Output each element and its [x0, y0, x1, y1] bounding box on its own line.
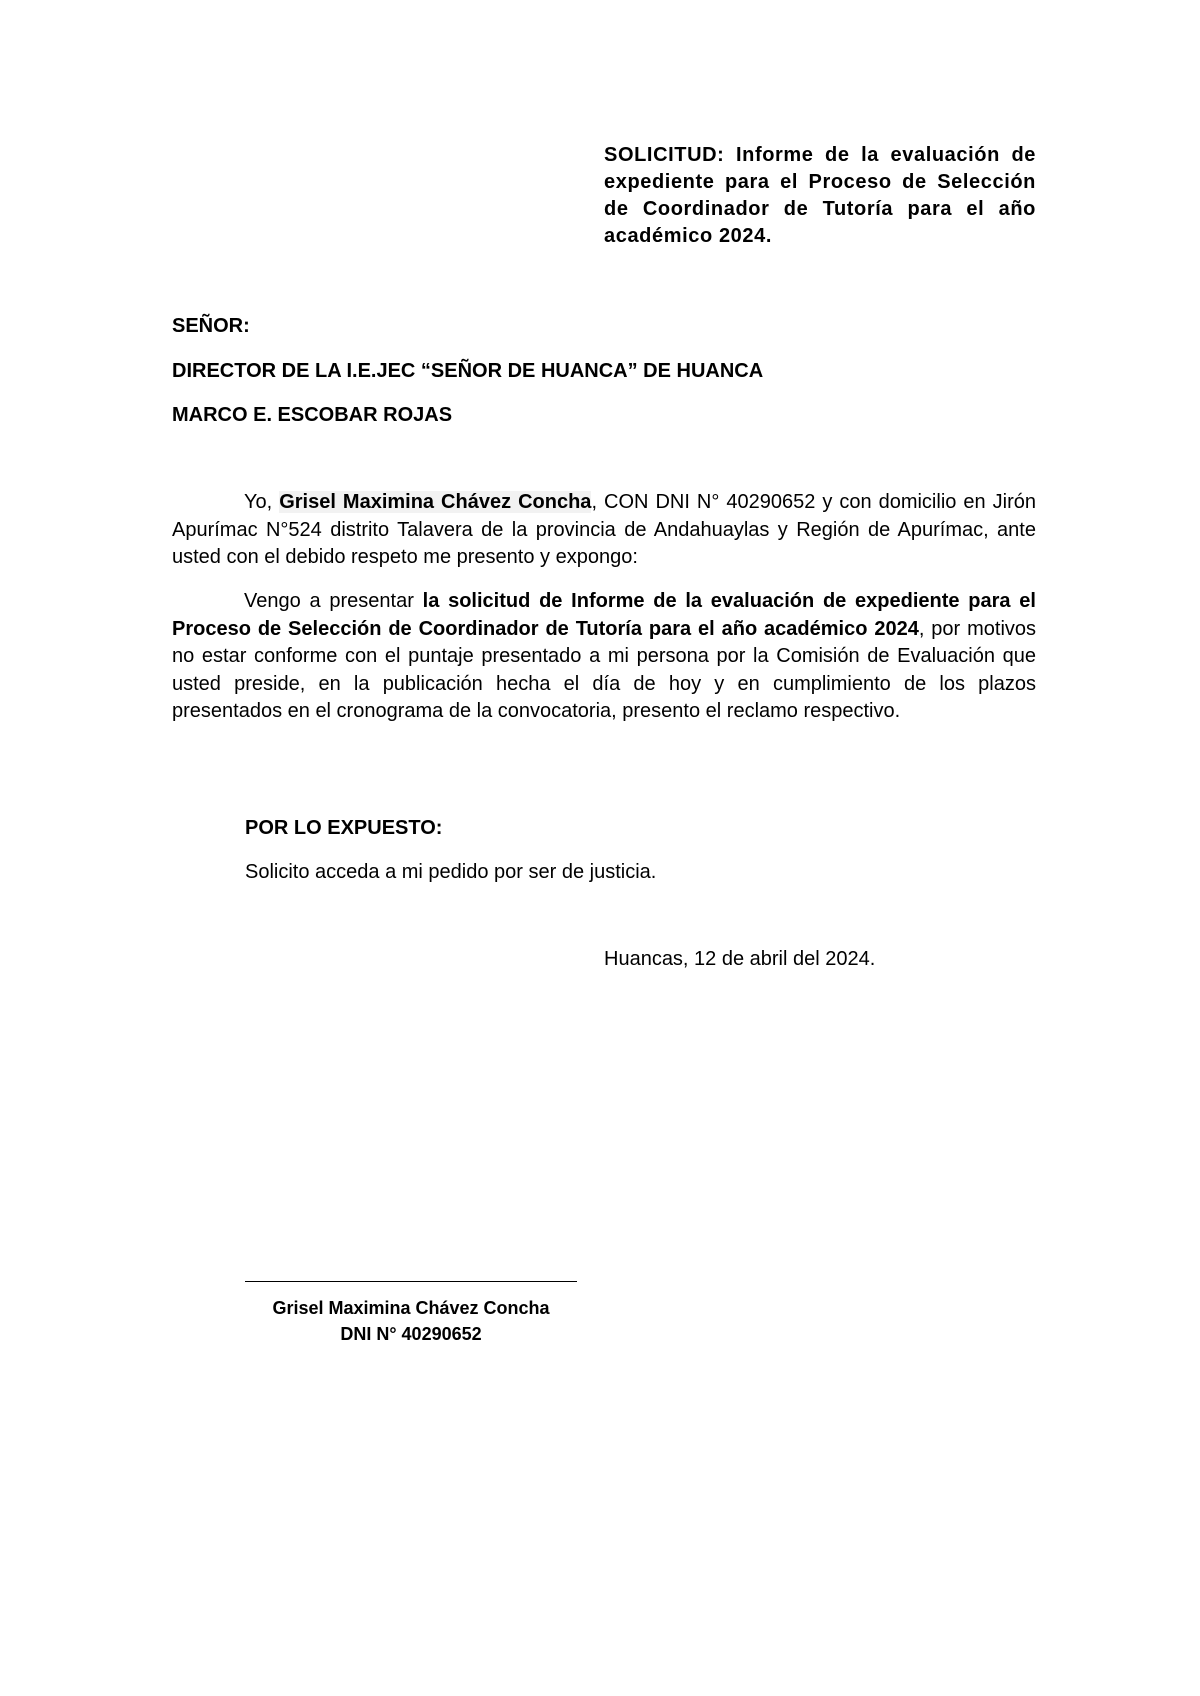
intro-rest: , CON DNI N° 40290652 y con domicilio en Jirón Apurímac N°524 distrito Talavera de la provincia de Andahuaylas y Región de Apurímac, ante usted con el debido respeto me presento y expongo:: [172, 491, 1036, 568]
closing-heading: POR LO EXPUESTO:: [245, 817, 443, 839]
request-bold: la solicitud de Informe de la evaluación de expediente para el Proceso de Selección de Coordinador de Tutoría para el año académico 2024: [172, 590, 1036, 640]
place-date: Huancas, 12 de abril del 2024.: [604, 948, 876, 970]
subject-label: SOLICITUD:: [604, 144, 725, 166]
signature-name: Grisel Maximina Chávez Concha: [272, 1298, 550, 1318]
signature-dni: DNI N° 40290652: [340, 1324, 482, 1344]
request-start: Vengo a presentar: [244, 590, 414, 612]
applicant-name: Grisel Maximina Chávez Concha: [279, 491, 592, 513]
addressee-name: MARCO E. ESCOBAR ROJAS: [172, 404, 453, 426]
subject-text: Informe de la evaluación de expediente para el Proceso de Selección de Coordinador de Tutoría para el año académico 2024.: [604, 144, 1036, 247]
request-rest: , por motivos no estar conforme con el puntaje presentado a mi persona por la Comisión de Evaluación que usted preside, en la publicación hecha el día de hoy y en cumplimiento de los plazos presentados en el cronograma de la convocatoria, presento el reclamo respectivo.: [172, 617, 1037, 722]
request-paragraph: [172, 588, 1036, 726]
signature-line: [245, 1281, 577, 1282]
closing-text: Solicito acceda a mi pedido por ser de justicia.: [245, 861, 657, 883]
intro-start: Yo,: [244, 491, 273, 513]
addressee-position: DIRECTOR DE LA I.E.JEC “SEÑOR DE HUANCA” DE HUANCA: [172, 360, 764, 382]
intro-paragraph: [172, 489, 1036, 572]
salutation: SEÑOR:: [172, 315, 250, 337]
subject-block: [604, 142, 1036, 250]
